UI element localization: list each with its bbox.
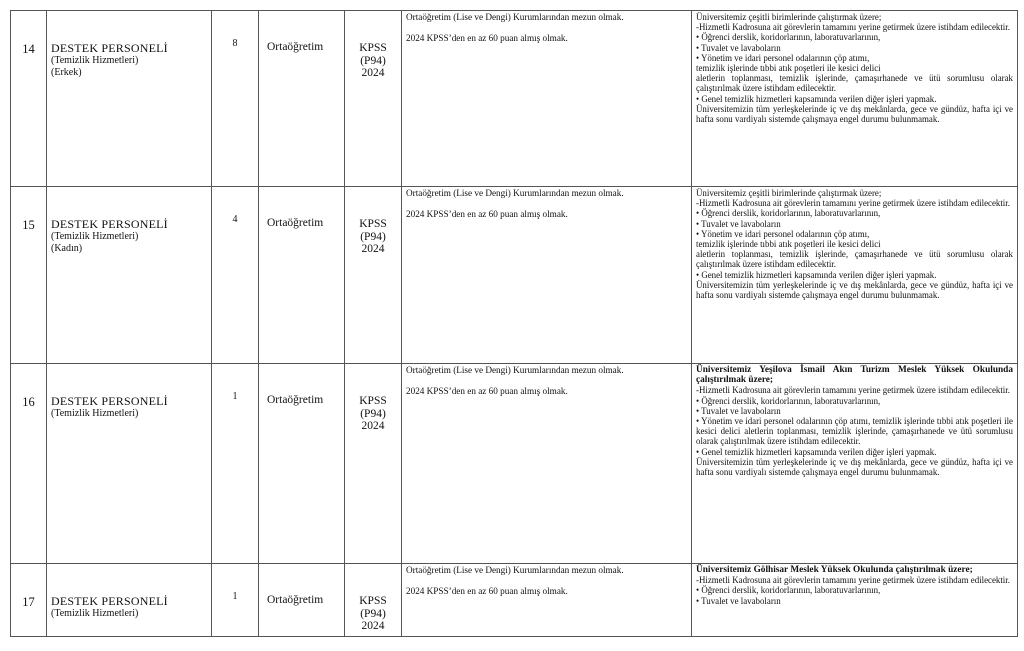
position-count: 1 [212, 364, 259, 564]
description-line: -Hizmetli Kadrosuna ait görevlerin tamamını yerine getirmek üzere istihdam edilecektir. [696, 198, 1010, 209]
description-line: • Tuvalet ve lavaboların [696, 405, 781, 416]
description-line: • Tuvalet ve lavaboların [696, 42, 781, 53]
description-line: aletlerin toplanması, temizlik işlerinde, çamaşırhanede ve ütü sorumlusu olarak çalıştırılmak üzere istihdam edilecektir. [696, 249, 1013, 270]
description-line: Üniversitemizin tüm yerleşkelerinde iç ve dış mekânlarda, gece ve gündüz, hafta içi ve hafta sonu vardiyalı sistemde çalışmaya engel durumu bulunmamak. [696, 279, 1013, 301]
description-line: Üniversitemiz çeşitli birimlerinde çalıştırmak üzere; [696, 12, 882, 22]
row-number: 15 [11, 187, 47, 364]
description-line: • Öğrenci derslik, koridorlarının, laboratuvarlarının, [696, 32, 881, 43]
position-subtitle: (Temizlik Hizmetleri) [51, 54, 139, 66]
table-row [11, 564, 1018, 637]
position-title: DESTEK PERSONELİ [51, 394, 168, 408]
kpss-year: 2024 [361, 243, 385, 255]
description-line: • Yönetim ve idari personel odalarının çöp atımı, [696, 228, 870, 239]
position-count: 4 [212, 187, 259, 364]
table-row [11, 364, 1018, 564]
description-line: -Hizmetli Kadrosuna ait görevlerin tamamını yerine getirmek üzere istihdam edilecektir. [696, 385, 1010, 396]
position-subtitle: (Temizlik Hizmetleri) [51, 607, 139, 619]
kpss-type: (P94) [360, 54, 386, 67]
position-title: DESTEK PERSONELİ [51, 41, 168, 55]
qualification-education: Ortaöğretim (Lise ve Dengi) Kurumlarından mezun olmak. [406, 188, 624, 198]
description-line: • Tuvalet ve lavaboların [696, 218, 781, 229]
description-line: • Öğrenci derslik, koridorlarının, laboratuvarlarının, [696, 395, 881, 406]
kpss-year: 2024 [361, 620, 385, 632]
job-description-cell [692, 364, 1018, 564]
qualification-kpss: 2024 KPSS’den en az 60 puan almış olmak. [406, 33, 568, 44]
position-title-cell [47, 187, 212, 364]
qualification-education: Ortaöğretim (Lise ve Dengi) Kurumlarından mezun olmak. [406, 565, 624, 575]
position-title-cell [47, 11, 212, 187]
education-level: Ortaöğretim [259, 187, 345, 364]
qualification-kpss: 2024 KPSS’den en az 60 puan almış olmak. [406, 586, 568, 597]
qualifications-cell [402, 364, 692, 564]
description-line: aletlerin toplanması, temizlik işlerinde, çamaşırhanede ve ütü sorumlusu olarak çalıştırılmak üzere istihdam edilecektir. [696, 73, 1013, 94]
kpss-year: 2024 [361, 420, 385, 432]
position-title: DESTEK PERSONELİ [51, 217, 168, 231]
description-line: • Genel temizlik hizmetleri kapsamında verilen diğer işleri yapmak. [696, 446, 937, 457]
job-description-cell [692, 187, 1018, 364]
kpss-label: KPSS [359, 395, 387, 407]
description-line: Üniversitemizin tüm yerleşkelerinde iç ve dış mekânlarda, gece ve gündüz, hafta içi ve hafta sonu vardiyalı sistemde çalışmaya engel durumu bulunmamak. [696, 456, 1013, 478]
description-line: -Hizmetli Kadrosuna ait görevlerin tamamını yerine getirmek üzere istihdam edilecektir. [696, 22, 1010, 33]
kpss-cell [345, 364, 402, 564]
description-line: • Tuvalet ve lavaboların [696, 595, 781, 606]
kpss-type: (P94) [360, 230, 386, 243]
description-line: • Öğrenci derslik, koridorlarının, laboratuvarlarının, [696, 208, 881, 219]
kpss-cell [345, 187, 402, 364]
education-level: Ortaöğretim [259, 364, 345, 564]
position-title-cell [47, 564, 212, 637]
position-count: 1 [212, 564, 259, 637]
row-number: 16 [11, 364, 47, 564]
table-row [11, 187, 1018, 364]
description-line: Üniversitemizin tüm yerleşkelerinde iç ve dış mekânlarda, gece ve gündüz, hafta içi ve hafta sonu vardiyalı sistemde çalışmaya engel durumu bulunmamak. [696, 103, 1013, 125]
kpss-year: 2024 [361, 67, 385, 79]
qualifications-cell [402, 187, 692, 364]
education-level: Ortaöğretim [259, 564, 345, 637]
row-number: 14 [11, 11, 47, 187]
qualification-kpss: 2024 KPSS’den en az 60 puan almış olmak. [406, 386, 568, 397]
position-gender: (Kadın) [51, 243, 83, 254]
job-description-cell [692, 564, 1018, 637]
position-title-cell [47, 364, 212, 564]
description-line: -Hizmetli Kadrosuna ait görevlerin tamamını yerine getirmek üzere istihdam edilecektir. [696, 575, 1010, 586]
kpss-label: KPSS [359, 42, 387, 54]
description-line: • Yönetim ve idari personel odalarının çöp atımı, [696, 52, 870, 63]
kpss-type: (P94) [360, 407, 386, 420]
position-subtitle: (Temizlik Hizmetleri) [51, 407, 139, 419]
description-line: • Genel temizlik hizmetleri kapsamında verilen diğer işleri yapmak. [696, 269, 937, 280]
description-line: • Yönetim ve idari personel odalarının çöp atımı, temizlik işlerinde tıbbi atık poşetleri ile kesici delici aletlerin toplanması, temizlik işlerinde, çamaşırhanede ve ütü sorumlusu olarak çalıştırılmak üzere istihdam edilecektir. [696, 416, 1013, 447]
position-title: DESTEK PERSONELİ [51, 594, 168, 608]
qualifications-cell [402, 11, 692, 187]
qualification-education: Ortaöğretim (Lise ve Dengi) Kurumlarından mezun olmak. [406, 12, 624, 22]
kpss-type: (P94) [360, 607, 386, 620]
description-heading: Üniversitemiz Gölhisar Meslek Yüksek Okulunda çalıştırılmak üzere; [696, 565, 973, 575]
description-heading: Üniversitemiz Yeşilova İsmail Akın Turizm Meslek Yüksek Okulunda çalıştırılmak üzere; [696, 365, 1013, 386]
kpss-label: KPSS [359, 595, 387, 607]
job-description-cell [692, 11, 1018, 187]
row-number: 17 [11, 564, 47, 637]
description-line: temizlik işlerinde tıbbi atık poşetleri ile kesici delici [696, 63, 881, 74]
kpss-cell [345, 11, 402, 187]
description-line: • Genel temizlik hizmetleri kapsamında verilen diğer işleri yapmak. [696, 93, 937, 104]
kpss-cell [345, 564, 402, 637]
education-level: Ortaöğretim [259, 11, 345, 187]
description-line: temizlik işlerinde tıbbi atık poşetleri ile kesici delici [696, 239, 881, 250]
position-table [10, 10, 1018, 637]
position-count: 8 [212, 11, 259, 187]
description-line: Üniversitemiz çeşitli birimlerinde çalıştırmak üzere; [696, 188, 882, 198]
qualification-kpss: 2024 KPSS’den en az 60 puan almış olmak. [406, 209, 568, 220]
qualification-education: Ortaöğretim (Lise ve Dengi) Kurumlarından mezun olmak. [406, 365, 624, 375]
description-line: • Öğrenci derslik, koridorlarının, laboratuvarlarının, [696, 585, 881, 596]
position-gender: (Erkek) [51, 67, 82, 78]
qualifications-cell [402, 564, 692, 637]
position-subtitle: (Temizlik Hizmetleri) [51, 230, 139, 242]
kpss-label: KPSS [359, 218, 387, 230]
table-row [11, 11, 1018, 187]
